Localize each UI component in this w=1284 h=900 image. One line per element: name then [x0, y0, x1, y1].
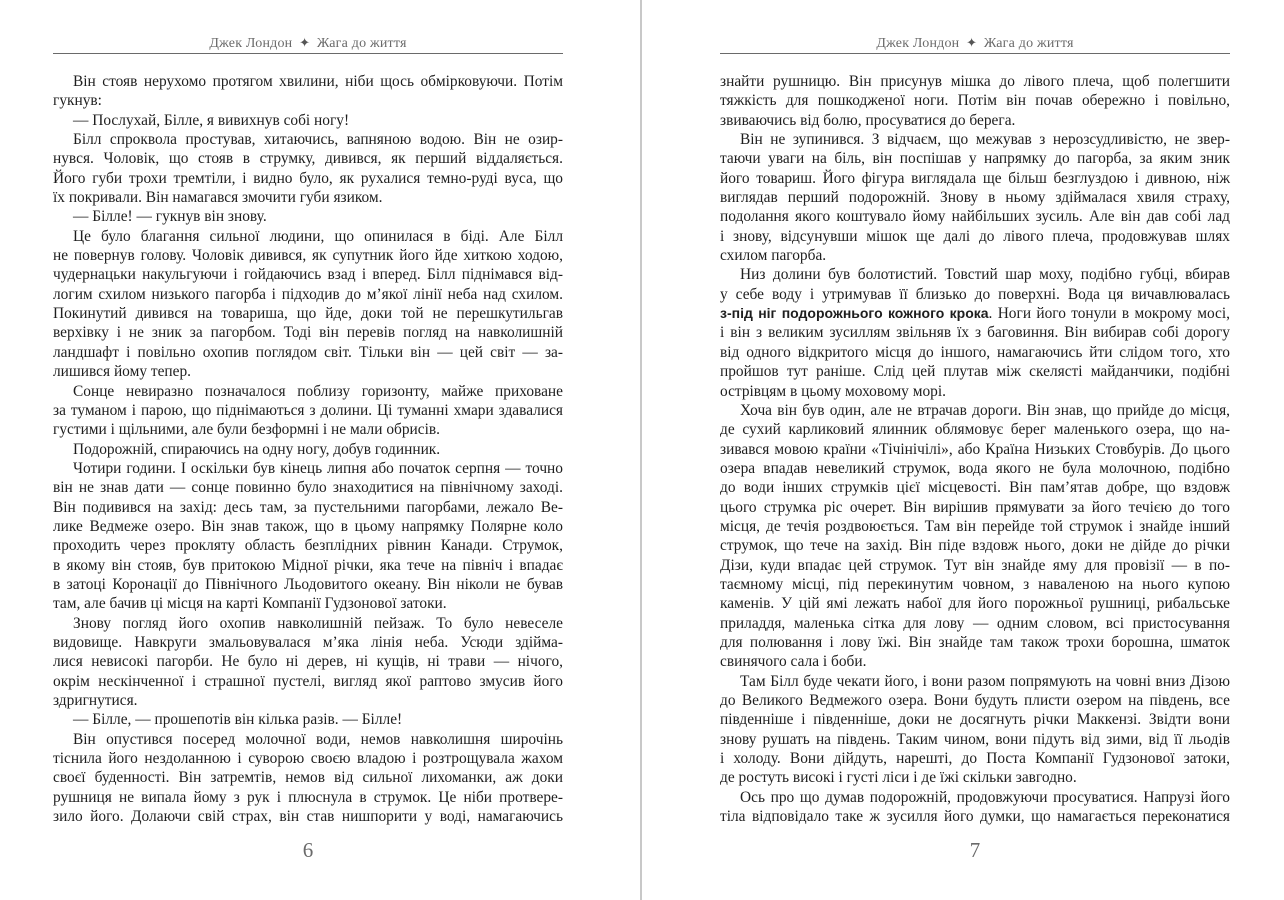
- text-line: струмок, що тече на захід. Він піде вздовж нього, доки не дійде до річки: [720, 537, 1230, 555]
- text-line: Білл спроквола простував, хитаючись, вапняною водою. Він не озир-: [73, 131, 563, 149]
- right-page: [642, 0, 1284, 900]
- page-text: [720, 72, 1230, 826]
- text-line: окрім нескінченної і страшної пустелі, вигляд якої раптово змусив його: [53, 672, 563, 690]
- text-line: зивався мовою країни «Тічінічілі», або Країна Низьких Стовбурів. До цього: [720, 440, 1230, 458]
- text-line: острівцям в цьому моховому морі.: [720, 382, 946, 400]
- text-line: Покинутий дивився на товариша, що йде, доки той не перешкутильгав: [53, 305, 563, 323]
- text-line: Подорожній, спираючись на одну ногу, добув годинник.: [73, 440, 441, 458]
- text-line: пройшов тут раніше. Слід цей плутав між скелясті майданчики, подібні: [720, 363, 1230, 381]
- text-line: рушниця не випала йому з рук і плюснула в струмок. Це ніби протвере-: [53, 788, 563, 806]
- text-line: його товариш. Його фігура виглядала ще більш безглуздою і дивною, ніж: [720, 169, 1230, 187]
- page-number: 6: [302, 838, 314, 862]
- text-line: виглядав перший подорожній. Знову в ньому здіймалася хвиля страху,: [720, 189, 1230, 207]
- text-line: не повернув голову. Чоловік дивився, як супутник його йде хиткою ходою,: [53, 247, 563, 265]
- text-line: [720, 304, 1230, 323]
- text-line: схилом пагорба.: [720, 247, 827, 265]
- text-line: верхівку і не зник за пагорбом. Тоді він перевів погляд на навколишній: [53, 324, 563, 342]
- text-line: Він стояв нерухомо протягом хвилини, ніби щось обмірковуючи. Потім: [73, 73, 563, 90]
- four-pointed-star-icon: ✦: [299, 35, 311, 50]
- text-line: і знову, відсунувши мішок ще далі до лівого плеча, продовжував шлях: [720, 227, 1230, 245]
- text-line: подолання якого коштувало йому найбільших зусиль. Але він дав собі лад: [720, 208, 1230, 226]
- text-line: Чотири години. І оскільки був кінець липня або початок серпня — точно: [73, 459, 563, 477]
- text-line: — Білле! — гукнув він знову.: [73, 208, 267, 226]
- bold-phrase: з-під ніг подорожнього кожного крока: [720, 305, 989, 322]
- text-line: у себе воду і утримував її близько до поверхні. Вода ця вичавлювалась: [720, 285, 1230, 303]
- text-line: місця, де течія роздвоюється. Там він перейде той струмок і знайде інший: [720, 517, 1230, 535]
- text-line: тяжкість для пошкодженої ноги. Потім він почав обережно і повільно,: [720, 92, 1230, 110]
- text-line: каменів. У цій ямі лежать набої для його порожньої рушниці, рибальське: [720, 595, 1230, 613]
- text-line: для полювання і лову їжі. Він знайде там також трохи борошна, шматок: [720, 633, 1230, 651]
- text-line: проходить через прокляту область безплідних рівнин Канади. Струмок,: [53, 537, 563, 555]
- text-line: таємному місці, під перекинутим човном, з наваленою на нього купою: [720, 575, 1230, 593]
- text-line: лике Ведмеже озеро. Він знав також, що в цьому напрямку Полярне коло: [53, 517, 563, 535]
- text-line: нувся. Чоловік, що стояв в струмку, дивився, як перший віддаляється.: [53, 150, 563, 168]
- text-line: — Білле, — прошепотів він кілька разів. — Білле!: [73, 711, 403, 729]
- text-line: Там Білл буде чекати його, і вони разом попрямують на човні вниз Дізою: [740, 672, 1230, 690]
- author-name: Джек Лондон: [876, 36, 960, 51]
- text-line: в затоці Коронації до Північного Льодовитого океану. Він ніколи не бував: [53, 575, 563, 593]
- text-line: до Великого Ведмежого озера. Вони будуть плисти озером на південь, все: [720, 692, 1230, 709]
- text-line: Дізи, куди впадає цей струмок. Тут він знайде яму для провізії — в по-: [720, 556, 1230, 574]
- text-line: тіснила його нездоланною і суворою своєю владою і розтрощувала жахом: [53, 750, 563, 768]
- text-line: до води інших струмків цієї місцевості. Він пам’ятав добре, що вздовж: [720, 479, 1230, 497]
- text-line: Він опустився посеред молочної води, немов навколишня широчінь: [73, 730, 563, 748]
- text-line: звиваючись від болю, просуватися до берега.: [720, 111, 1016, 129]
- text-line: в якому він стояв, був притокою Мідної річки, яка тече на північ і впадає: [53, 556, 563, 574]
- four-pointed-star-icon: ✦: [966, 35, 978, 50]
- text-line: гукнув:: [53, 92, 102, 110]
- text-line: озера впадав невеликий струмок, вода якого не була молочною, подібно: [720, 459, 1230, 477]
- text-line: густими і щільними, але були безформні і не мали обрисів.: [53, 421, 441, 439]
- author-name: Джек Лондон: [209, 36, 293, 51]
- text-line: свинячого сала і боби.: [720, 653, 867, 671]
- text-line: за туманом і парою, що піднімаються з долини. Ці туманні хмари здавалися: [53, 401, 563, 419]
- running-head: [53, 35, 563, 53]
- text-line: Він не зупинився. З відчаєм, що межував з нерозсудливістю, не звер-: [740, 131, 1230, 149]
- header-rule: [720, 53, 1230, 54]
- text-line: Знову погляд його охопив навколишній пейзаж. То було невеселе: [73, 614, 563, 632]
- text-line: своєї буденності. Він затремтів, немов від сильної лихоманки, аж доки: [53, 769, 563, 787]
- text-line: він не знав дати — сонце повинно було знаходитися на північному заході.: [53, 479, 563, 497]
- text-line: і холоду. Вони дійдуть, нарешті, до Поста Компанії Гудзонової затоки,: [720, 750, 1230, 768]
- text-line: знайти рушницю. Він присунув мішка до лівого плеча, щоб полегшити: [720, 73, 1230, 90]
- text-line: Його губи трохи тремтіли, і видно було, як рухалися темно-руді вуса, що: [53, 169, 563, 187]
- text-line: Низ долини був болотистий. Товстий шар моху, подібно губці, вбирав: [740, 266, 1230, 284]
- text-line: де ростуть високі і густі ліси і де їжі скільки завгодно.: [720, 769, 1077, 787]
- left-page: [0, 0, 640, 900]
- header-rule: [53, 53, 563, 54]
- text-line: тіла відповідало таке ж зусилля його думки, що намагається переконатися: [720, 808, 1230, 826]
- text-line: логим схилом низького пагорба і підходив до м’якої лінії неба над схилом.: [53, 285, 563, 303]
- text-line: південніше і південніше, доки не досягнуть річки Маккензі. Звідти вони: [720, 711, 1230, 729]
- text-line: таючи уваги на біль, він поспішав у напрямку до пагорба, за яким зник: [720, 150, 1230, 168]
- text-line: Хоча він був один, але не втрачав дороги. Він знав, що прийде до місця,: [740, 401, 1230, 419]
- text-line: цього струмка ріс очерет. Він вирішив прямувати за його течією до того: [720, 498, 1230, 516]
- text-line: Сонце невиразно позначалося поблизу горизонту, майже приховане: [73, 382, 563, 400]
- text-line: і він з великим зусиллям звільняв їх з баговиння. Він вибирав собі дорогу: [720, 324, 1230, 342]
- text-line: приладдя, маленька сітка для лову — одним словом, всі пристосування: [720, 614, 1230, 632]
- text-line: зило його. Долаючи свій страх, він став нишпорити у воді, намагаючись: [53, 808, 563, 826]
- text-line: де сухий карликовий ялинник облямовує берег маленького озера, що на-: [720, 421, 1230, 439]
- text-line: ландшафт і повільно охопив поглядом світ. Тільки він — цей світ — за-: [53, 343, 563, 361]
- text-line: здригнутися.: [53, 692, 138, 709]
- text-line: лися невисокі пагорби. Не було ні дерев, ні кущів, ні трави — нічого,: [53, 653, 563, 671]
- text-line: Він подивився на захід: десь там, за пустельними пагорбами, лежало Ве-: [53, 498, 563, 516]
- line-rest: . Ноги його тонули в мокрому мосі,: [988, 305, 1230, 323]
- text-line: їх покривали. Він намагався змочити губи язиком.: [53, 189, 383, 207]
- book-title: Жага до життя: [983, 36, 1074, 51]
- page-text: [53, 72, 563, 826]
- text-line: знову рушать на південь. Таким чином, вони підуть від зими, від її льодів: [720, 730, 1230, 748]
- text-line: від одного відкритого місця до іншого, намагаючись йти слідом того, хто: [720, 343, 1230, 361]
- text-line: — Послухай, Білле, я вивихнув собі ногу!: [73, 111, 350, 129]
- text-line: Ось про що думав подорожній, продовжуючи просуватися. Напрузі його: [740, 788, 1230, 806]
- text-line: Це було благання сильної людини, що опинилася в біді. Але Білл: [73, 227, 563, 245]
- page-number: 7: [969, 838, 981, 862]
- text-line: чудернацьки накульгуючи і гойдаючись взад і вперед. Білл піднімався від-: [53, 266, 563, 284]
- text-line: там, але бачив ці місця на карті Компанії Гудзонової затоки.: [53, 595, 447, 613]
- text-line: лишився йому тепер.: [53, 363, 192, 381]
- running-head: [720, 35, 1230, 53]
- text-line: видовище. Навкруги змальовувалася м’яка лінія неба. Усюди здійма-: [53, 633, 563, 651]
- book-title: Жага до життя: [316, 36, 407, 51]
